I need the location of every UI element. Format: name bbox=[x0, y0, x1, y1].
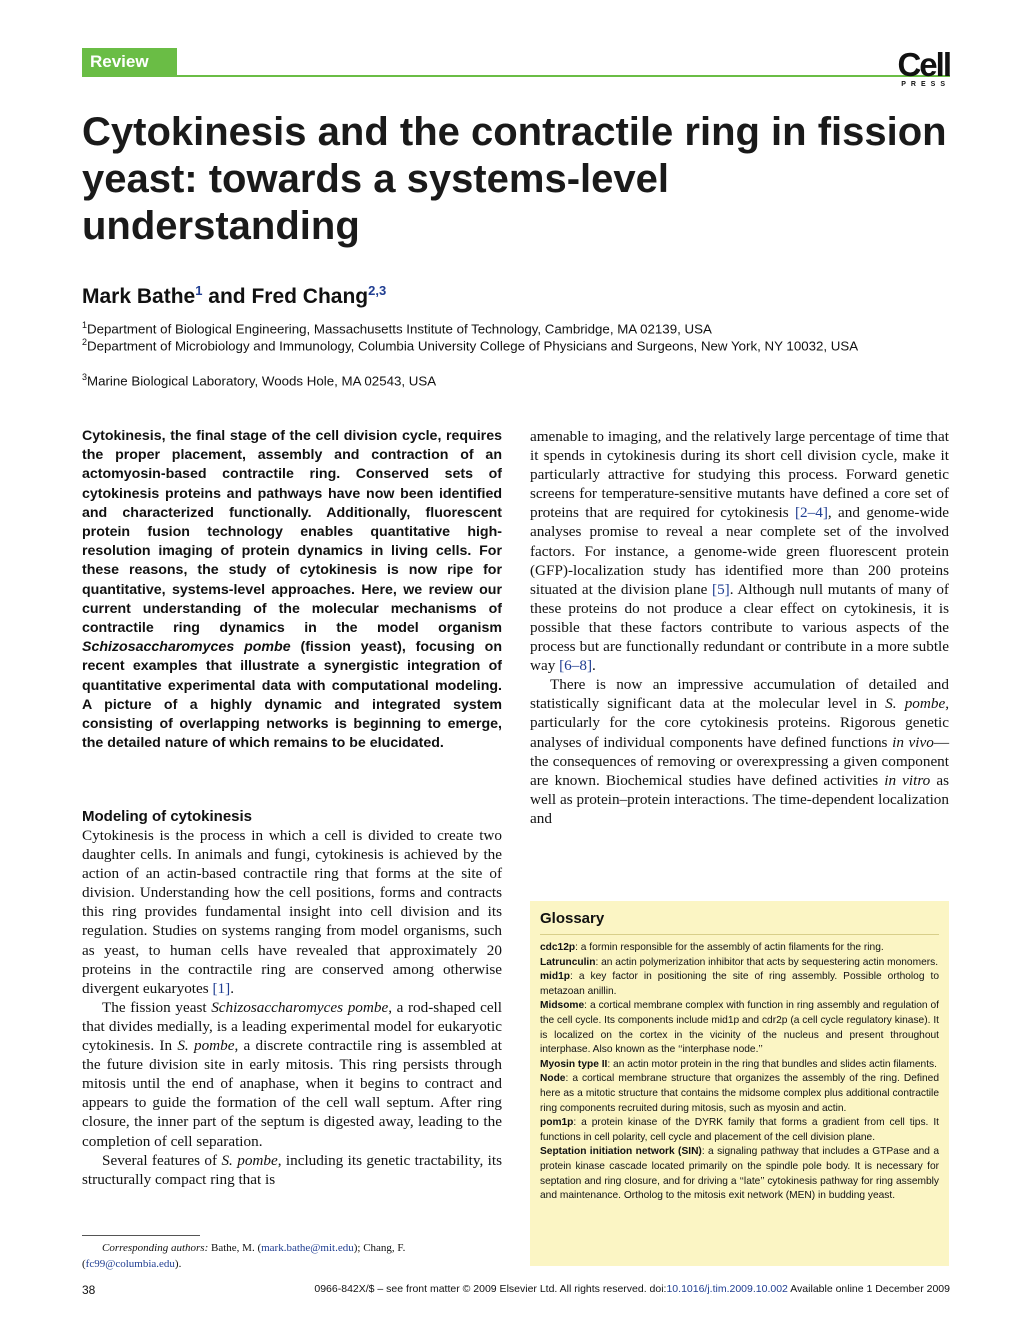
body-text: , a discrete contractile ring is assembled at the future division site in early mitosis. This ring persists through mitosis until the end of anaphase, when it begins to contract and appears to guide the formation of the cell wall septum. After ring closure, the inner part of the septum is digested away, leading to the completion of cell separation. bbox=[82, 1037, 503, 1150]
body-text: , and genome-wide analyses promise to reveal a near complete set of the involved factors. For instance, a genome-wide green fluorescent protein (GFP)-localization study has identified more than 200 proteins situated at the division plane bbox=[530, 504, 949, 598]
glossary-term: Node bbox=[540, 1073, 566, 1085]
footnote-text: Bathe, M. ( bbox=[208, 1242, 262, 1254]
body-paragraph bbox=[530, 675, 949, 828]
page-number: 38 bbox=[82, 1283, 96, 1297]
species-name: S. pombe bbox=[885, 695, 946, 713]
body-column-left bbox=[82, 826, 502, 1189]
body-paragraph bbox=[82, 1151, 502, 1189]
logo-main: Cell bbox=[897, 46, 950, 83]
footnote-label: Corresponding authors: bbox=[102, 1242, 209, 1254]
affiliation-text: Department of Biological Engineering, Massachusetts Institute of Technology, Cambridge, MA 02139, USA bbox=[87, 321, 712, 337]
body-paragraph bbox=[530, 427, 949, 675]
logo-sub: PRESS bbox=[901, 81, 950, 88]
glossary-term: Septation initiation network (SIN) bbox=[540, 1146, 702, 1158]
section-heading: Modeling of cytokinesis bbox=[82, 808, 253, 825]
glossary-entry bbox=[540, 1145, 939, 1203]
glossary-term: Latrunculin bbox=[540, 956, 596, 968]
footer-availability: Available online 1 December 2009 bbox=[787, 1283, 950, 1295]
glossary-term: pom1p bbox=[540, 1117, 574, 1129]
review-tag: Review bbox=[82, 48, 177, 75]
glossary-entry bbox=[540, 1072, 939, 1116]
body-text: , a rod-shaped cell that divides medially, is a leading experimental model for eukaryotic cytokinesis. In bbox=[82, 998, 502, 1055]
body-paragraph bbox=[82, 998, 502, 1151]
author-affiliation-marker[interactable]: 1 bbox=[195, 283, 203, 298]
latin-term: in vitro bbox=[884, 771, 931, 789]
glossary-entry bbox=[540, 1058, 939, 1073]
glossary-definition: : an actin motor protein in the ring that bundles and slides actin filaments. bbox=[607, 1058, 937, 1070]
affiliation bbox=[82, 334, 952, 355]
glossary-entry bbox=[540, 999, 939, 1057]
glossary-box bbox=[530, 901, 949, 1266]
glossary-definition: : a key factor in positioning the site of ring assembly. Possible ortholog to metazoan anillin. bbox=[540, 971, 939, 997]
body-text: Cytokinesis is the process in which a cell is divided to create two daughter cells. In animals and fungi, cytokinesis is achieved by the action of an actin-based contractile ring that forms at the site of division. Understanding how the cell positions, forms and contracts this ring provides fundamental insight into cell division and its regulation. Studies on systems ranging from model organisms, such as yeast, to human cells have revealed that approximately 20 proteins in the contractile ring are conserved among otherwise divergent eukaryotes bbox=[82, 827, 502, 997]
glossary-definition: : a cortical membrane structure that organizes the assembly of the ring. Defined here as a mitotic structure that contains the midsome complex plus additional contractile ring components recruited during mitosis, such as myosin and actin. bbox=[540, 1073, 939, 1114]
article-title: Cytokinesis and the contractile ring in fission yeast: towards a systems-level understanding bbox=[82, 110, 947, 248]
body-text: The fission yeast bbox=[102, 998, 212, 1016]
footnote-rule bbox=[82, 1235, 200, 1236]
species-name: Schizosaccharomyces pombe bbox=[82, 639, 291, 656]
email-link[interactable]: mark.bathe@mit.edu bbox=[261, 1242, 354, 1254]
corresponding-authors-footnote bbox=[82, 1240, 502, 1272]
footer-issn: 0966-842X/$ – see front matter © 2009 Elsevier Ltd. All rights reserved. doi: bbox=[314, 1283, 667, 1295]
footer-copyright bbox=[300, 1283, 950, 1295]
footnote-text: ); Chang, F. bbox=[353, 1242, 406, 1254]
author-name: Fred Chang bbox=[251, 285, 369, 308]
glossary-entry bbox=[540, 1116, 939, 1145]
affiliation-number: 3 bbox=[82, 372, 88, 382]
author-joiner: and bbox=[202, 285, 252, 308]
glossary-title: Glossary bbox=[540, 909, 939, 935]
glossary-entry bbox=[540, 956, 939, 971]
glossary-term: Myosin type II bbox=[540, 1058, 608, 1070]
glossary-definition: : a formin responsible for the assembly of actin filaments for the ring. bbox=[575, 942, 884, 953]
author-name: Mark Bathe bbox=[82, 285, 196, 308]
body-text: as well as protein–protein interactions. The time-dependent localization and bbox=[530, 771, 950, 827]
doi-link[interactable]: 10.1016/j.tim.2009.10.002 bbox=[666, 1283, 788, 1295]
body-text: . Although null mutants of many of these proteins do not produce a clear effect on cytokinesis, it is possible that these factors contribute to various aspects of the process but are functionally redundant or contribute in a more subtle way bbox=[530, 580, 949, 675]
body-text: There is now an impressive accumulation of detailed and statistically significant data at the molecular level in bbox=[530, 676, 949, 713]
glossary-term: Midsome bbox=[540, 1000, 585, 1012]
body-paragraph bbox=[82, 826, 502, 998]
body-text: —the consequences of removing or overexpressing a given component are known. Biochemical studies have defined activities bbox=[530, 733, 949, 789]
email-link[interactable]: fc99@columbia.edu bbox=[85, 1258, 175, 1270]
species-name: Schizosaccharomyces pombe bbox=[211, 998, 389, 1016]
body-text: . bbox=[230, 979, 234, 997]
glossary-entry bbox=[540, 970, 939, 999]
abstract-text: (fission yeast), focusing on recent examples that illustrate a synergistic integration of quantitative experimental data with computational modeling. A picture of a highly dynamic and integrated system consisting of overlapping networks is beginning to emerge, the detailed nature of which remains to be elucidated. bbox=[82, 639, 502, 752]
affiliation-text: Department of Microbiology and Immunology, Columbia University College of Physicians and Surgeons, New York, NY 10032, USA bbox=[87, 338, 859, 354]
footnote-text: ( bbox=[82, 1258, 86, 1270]
glossary-definition: : an actin polymerization inhibitor that acts by sequestering actin monomers. bbox=[595, 956, 939, 968]
body-text: , particularly for the core cytokinesis proteins. Rigorous genetic analyses of individual components have defined functions bbox=[530, 695, 949, 751]
affiliation-number: 1 bbox=[82, 320, 88, 330]
body-text: Several features of bbox=[102, 1151, 222, 1169]
glossary-entry bbox=[540, 941, 939, 956]
glossary-term: mid1p bbox=[540, 971, 571, 983]
latin-term: in vivo bbox=[892, 733, 934, 751]
species-name: S. pombe bbox=[177, 1037, 235, 1055]
body-text: . bbox=[592, 657, 596, 675]
glossary-definition: : a cortical membrane complex with function in ring assembly and regulation of the cell cycle. Its components include mid1p and cdr2p (a cell cycle regulatory kinase). It is localized on the cortex in the vicinity of the nucleus and present throughout interphase. Also known as the ‘‘interphase node.’’ bbox=[540, 1000, 939, 1056]
header-rule bbox=[82, 75, 950, 77]
affiliation-text: Marine Biological Laboratory, Woods Hole, MA 02543, USA bbox=[87, 373, 437, 389]
citation-link[interactable]: [6–8] bbox=[559, 657, 593, 675]
affiliation-number: 2 bbox=[82, 337, 88, 347]
affiliation bbox=[82, 369, 952, 390]
glossary-term: cdc12p bbox=[540, 942, 576, 953]
body-column-right bbox=[530, 427, 949, 828]
abstract bbox=[82, 427, 502, 753]
body-text: amenable to imaging, and the relatively large percentage of time that it spends in cytokinesis during its short cell division cycle, make it particularly attractive for studying this process. Forward genetic screens for temperature-sensitive mutants have defined a core set of proteins that are required for cytokinesis bbox=[530, 428, 949, 522]
abstract-text: Cytokinesis, the final stage of the cell division cycle, requires the proper placement, assembly and contraction of an actomyosin-based contractile ring. Conserved sets of cytokinesis proteins and pathways have now been identified and characterized functionally. Additionally, fluorescent protein fusion technology enables quantitative high-resolution imaging of protein dynamics in living cells. For these reasons, the study of cytokinesis is now ripe for quantitative, systems-level approaches. Here, we review our current understanding of the molecular mechanisms of contractile ring dynamics in the model organism bbox=[82, 428, 502, 637]
species-name: S. pombe bbox=[221, 1151, 278, 1169]
author-affiliation-marker[interactable]: 2,3 bbox=[368, 283, 387, 298]
author-list bbox=[82, 276, 952, 312]
citation-link[interactable]: [1] bbox=[212, 979, 231, 997]
glossary-definition: : a signaling pathway that includes a GTPase and a protein kinase cascade located primarily on the spindle pole body. It is necessary for septation and ring closure, and for driving a ‘‘late’’ cytokinesis pathway for ring assembly and maintenance. Ortholog to the mitosis exit network (MEN) in budding yeast. bbox=[540, 1146, 939, 1202]
footnote-text: ). bbox=[174, 1258, 182, 1270]
cell-press-logo bbox=[888, 48, 950, 96]
body-text: , including its genetic tractability, its structurally compact ring that is bbox=[82, 1151, 502, 1188]
glossary-definition: : a protein kinase of the DYRK family that forms a gradient from cell tips. It functions in cell polarity, cell cycle and placement of the cell division plane. bbox=[540, 1117, 939, 1143]
citation-link[interactable]: [2–4] bbox=[795, 504, 828, 522]
citation-link[interactable]: [5] bbox=[712, 580, 730, 598]
